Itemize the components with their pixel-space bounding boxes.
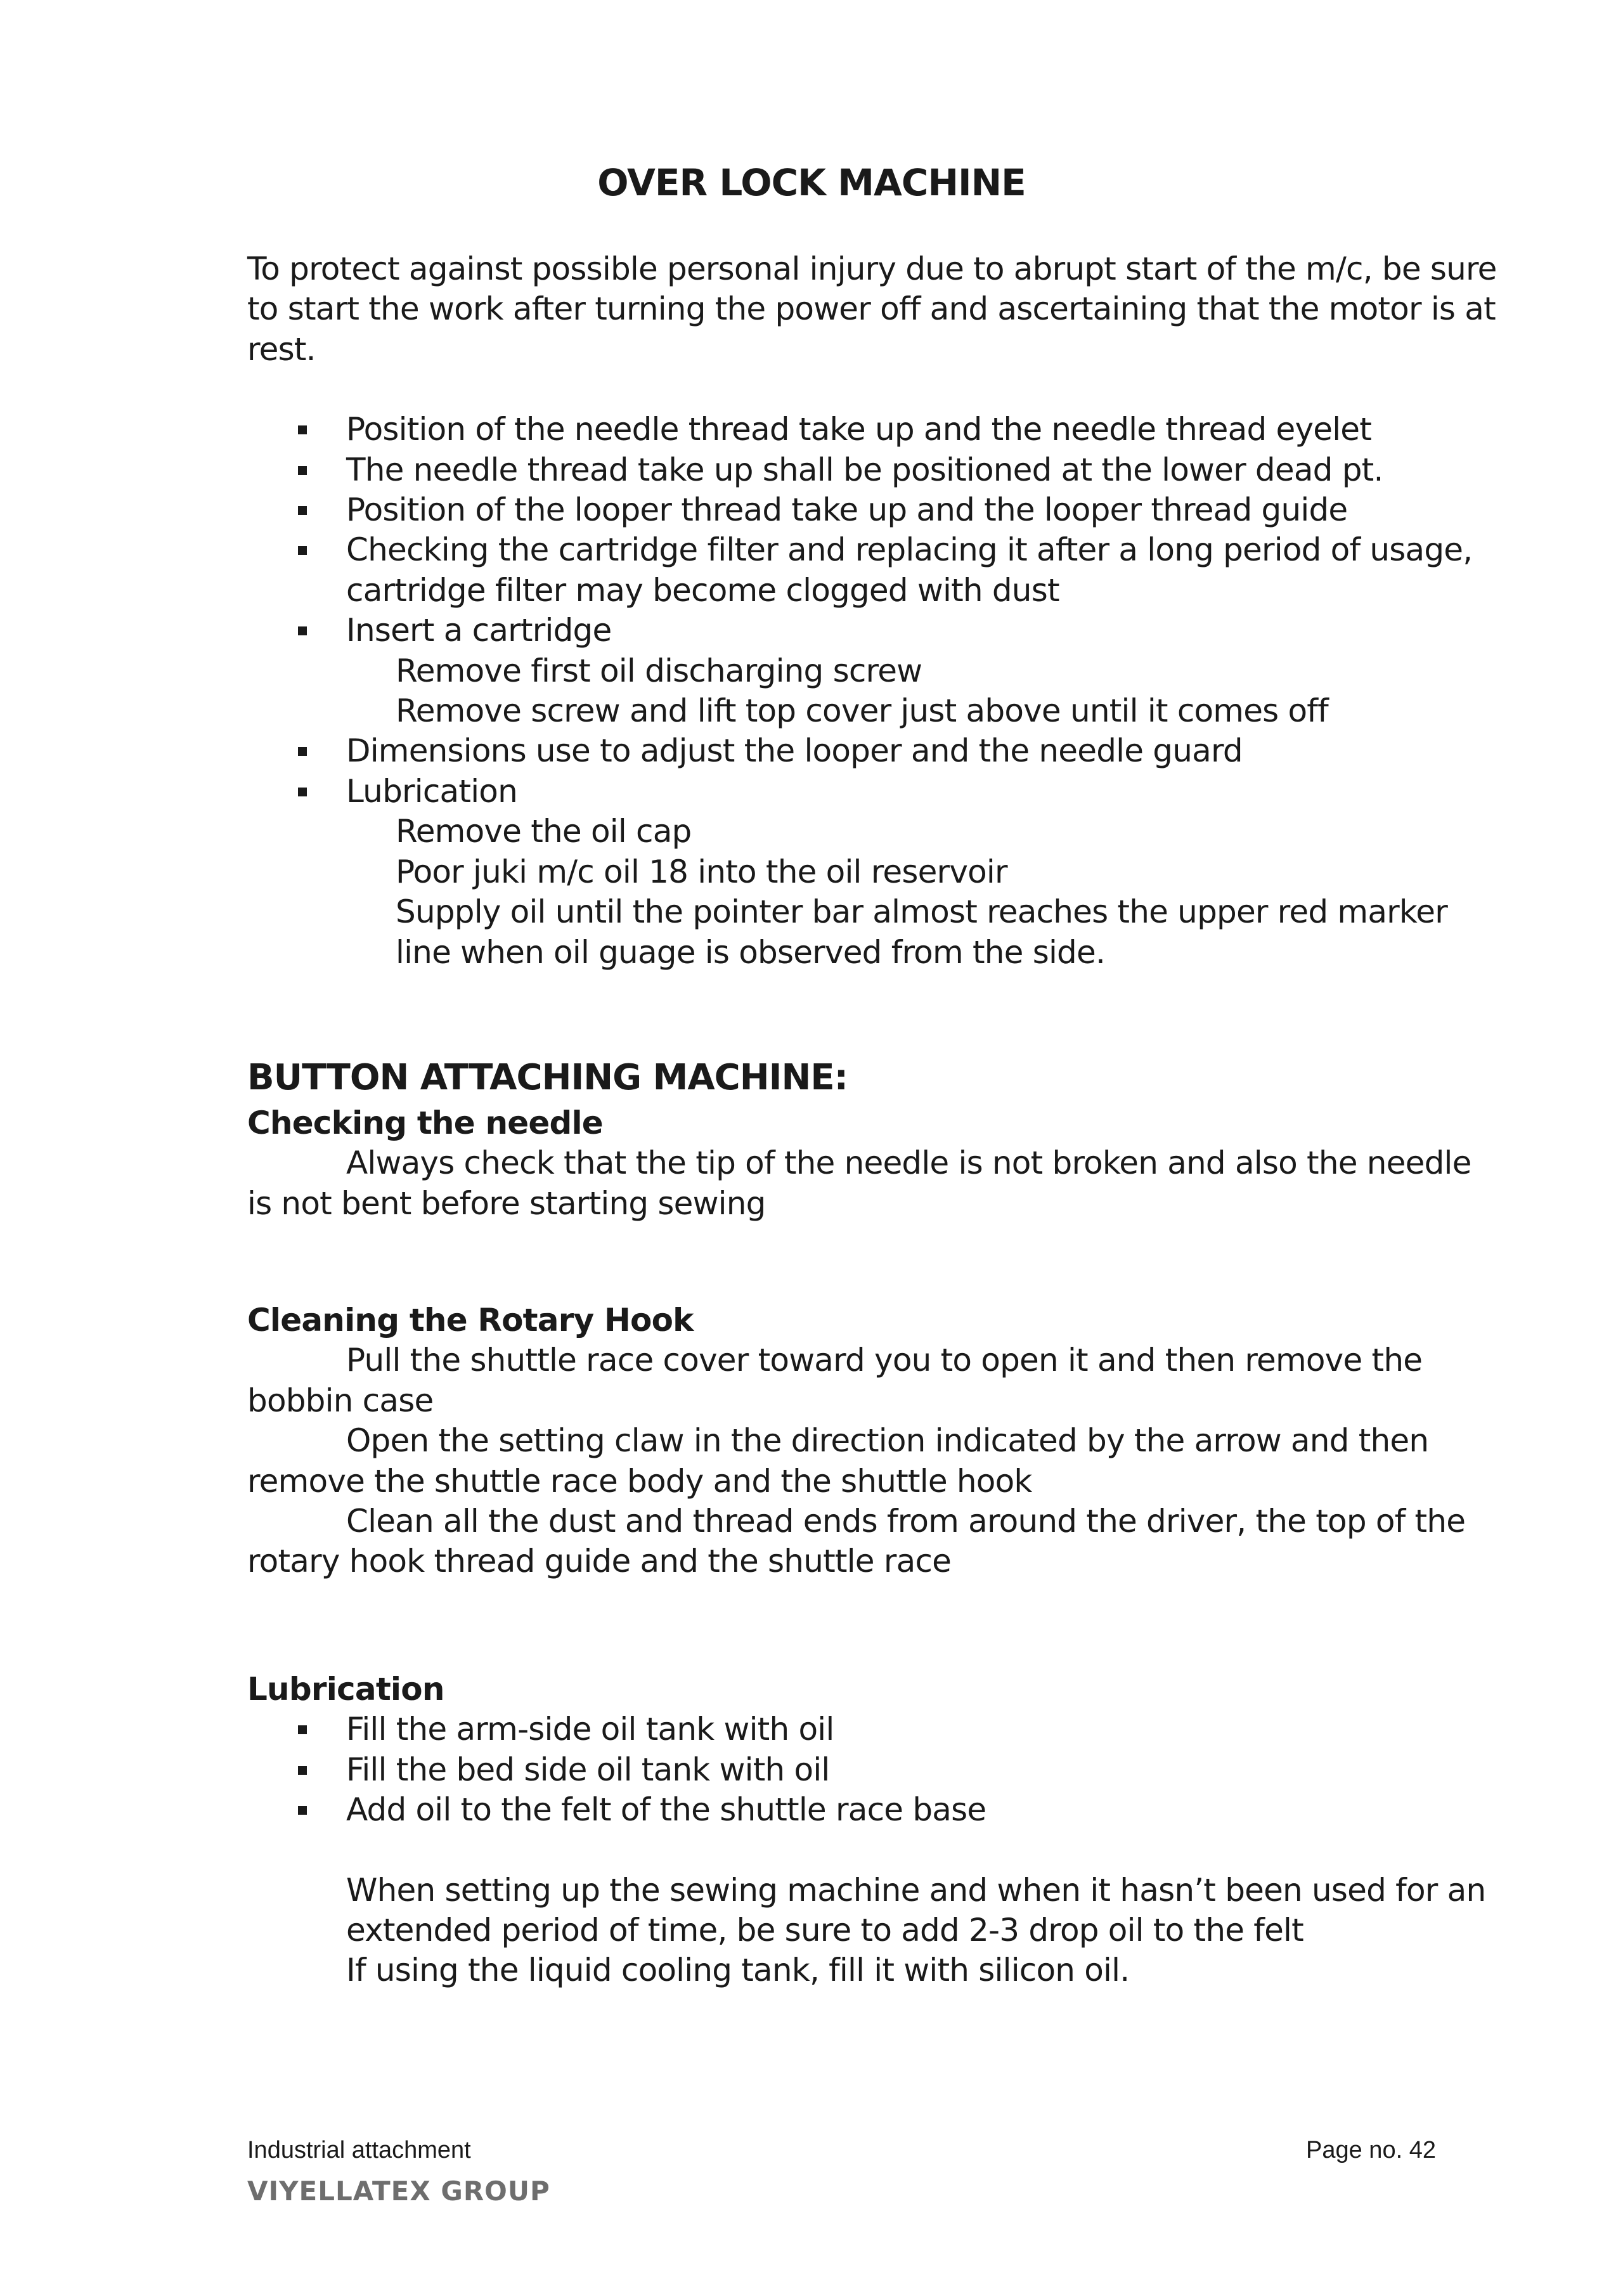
bullet-marker	[298, 788, 307, 796]
overlock-list	[247, 410, 1503, 651]
company-logo: VIYELLATEX GROUP	[247, 2176, 550, 2207]
footer-left-text: Industrial attachment	[247, 2137, 471, 2163]
list-item: Position of the needle thread take up and the needle thread eyelet	[247, 410, 1503, 450]
bullet-marker	[298, 466, 307, 475]
list-item: Fill the arm-side oil tank with oil	[247, 1709, 1503, 1749]
list-item: Position of the looper thread take up and the looper thread guide	[247, 490, 1503, 530]
sub-item: Remove screw and lift top cover just above until it comes off	[396, 692, 1328, 730]
overlock-list-continued	[247, 731, 1503, 812]
subsection-heading: Checking the needle	[247, 1105, 603, 1141]
bullet-marker	[298, 546, 307, 555]
paragraph: When setting up the sewing machine and when it hasn’t been used for an extended period of time, be sure to add 2-3 drop oil to the felt	[346, 1871, 1486, 1949]
sub-item: Supply oil until the pointer bar almost reaches the upper red marker line when oil guage is observed from the side.	[396, 893, 1448, 971]
bullet-marker	[298, 1806, 307, 1815]
list-item: The needle thread take up shall be positioned at the lower dead pt.	[247, 450, 1503, 490]
sub-item: Remove first oil discharging screw	[396, 652, 922, 689]
bullet-marker	[298, 1725, 307, 1734]
bullet-marker	[298, 747, 307, 756]
button-machine-section	[247, 1053, 1503, 1224]
subsection-heading: Cleaning the Rotary Hook	[247, 1302, 694, 1339]
page-title: OVER LOCK MACHINE	[597, 161, 1026, 204]
paragraph: If using the liquid cooling tank, fill it with silicon oil.	[346, 1952, 1130, 1989]
bullet-marker	[298, 425, 307, 434]
overlock-section	[247, 249, 1503, 973]
list-item: Dimensions use to adjust the looper and the needle guard	[247, 731, 1503, 771]
lubrication-section	[247, 1670, 1503, 1991]
lubrication-list	[247, 1709, 1503, 1830]
paragraph: Pull the shuttle race cover toward you to open it and then remove the bobbin case	[247, 1342, 1423, 1419]
paragraph: Always check that the tip of the needle is not broken and also the needle is not bent before starting sewing	[247, 1145, 1471, 1222]
list-item: Insert a cartridge	[247, 611, 1503, 651]
list-item: Fill the bed side oil tank with oil	[247, 1750, 1503, 1790]
bullet-marker	[298, 626, 307, 635]
section-heading: BUTTON ATTACHING MACHINE:	[247, 1057, 848, 1098]
subsection-heading: Lubrication	[247, 1671, 444, 1708]
list-item: Checking the cartridge filter and replacing it after a long period of usage, cartridge filter may become clogged with dust	[247, 530, 1503, 611]
overlock-intro: To protect against possible personal injury due to abrupt start of the m/c, be sure to start the work after turning the power off and ascertaining that the motor is at rest.	[247, 250, 1497, 368]
paragraph: Open the setting claw in the direction indicated by the arrow and then remove the shuttle race body and the shuttle hook	[247, 1422, 1429, 1500]
rotary-hook-section	[247, 1300, 1503, 1582]
list-item: Lubrication	[247, 772, 1503, 812]
paragraph: Clean all the dust and thread ends from around the driver, the top of the rotary hook thread guide and the shuttle race	[247, 1503, 1466, 1580]
sub-item: Remove the oil cap	[396, 813, 692, 850]
sub-item: Poor juki m/c oil 18 into the oil reservoir	[396, 853, 1007, 890]
bullet-marker	[298, 506, 307, 515]
list-item: Add oil to the felt of the shuttle race base	[247, 1790, 1503, 1830]
page-number: Page no. 42	[1306, 2137, 1436, 2163]
bullet-marker	[298, 1766, 307, 1775]
